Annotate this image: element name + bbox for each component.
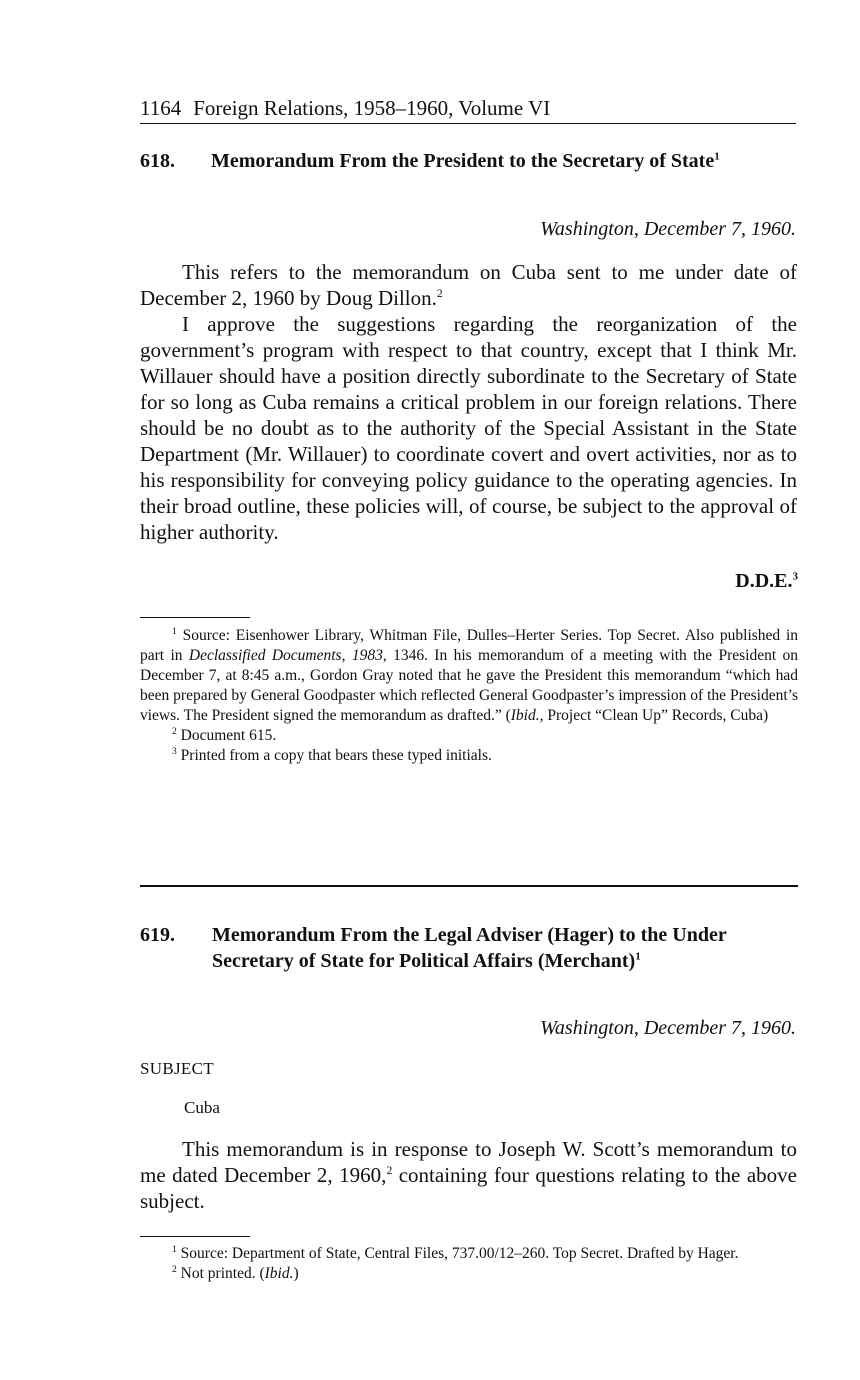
doc-619-number: 619. (140, 924, 175, 946)
doc-619-paragraph-1: This memorandum is in response to Joseph W. Scott’s memorandum to me dated December 2, 1960,$^2$ containing four questions relating to the above subject. (140, 1137, 797, 1213)
doc-618-paragraph-2: I approve the suggestions regarding the reorganization of the government’s program with respect to that country, except that I think Mr. Willauer should have a position directly subordinate to the Secretary of State for so long as Cuba remains a critical problem in our foreign relations. There should be no doubt as to the authority of the Special Assistant in the State Department (Mr. Willauer) to coordinate covert and overt activities, nor as to his responsibility for conveying policy guidance to the operating agencies. In their broad outline, these policies will, of course, be subject to the approval of higher authority. (140, 312, 797, 544)
doc-619-heading (140, 922, 800, 974)
doc-618-paragraph-1: This refers to the memorandum on Cuba sent to me under date of December 2, 1960 by Doug Dillon.$^2$ (140, 260, 797, 310)
running-head (140, 95, 796, 124)
footnote-ref[interactable]: 2 (386, 1165, 393, 1177)
doc-619-body (140, 1136, 797, 1214)
footnote-ref[interactable]: 3 (792, 570, 798, 583)
footnote-3: $^3$ Printed from a copy that bears these typed initials. (172, 745, 492, 764)
doc-618-signature: D.D.E.$^3$ (735, 570, 798, 592)
doc-619-dateline: Washington, December 7, 1960. (540, 1017, 796, 1039)
subject-label: SUBJECT (140, 1059, 214, 1078)
footnote-1: $^1$ Source: Department of State, Central Files, 737.00/12–260. Top Secret. Drafted by Hager. (172, 1243, 739, 1262)
doc-618-footnotes (140, 626, 798, 766)
doc-618-title: Memorandum From the President to the Secretary of State$^1$ (211, 150, 720, 172)
footnote-rule (140, 1236, 250, 1237)
footnote-2: $^2$ Not printed. (Ibid.) (172, 1263, 299, 1282)
footnote-ref[interactable]: 1 (714, 150, 720, 163)
footnote-rule (140, 617, 250, 618)
doc-618-number: 618. (140, 150, 175, 172)
doc-618-heading (140, 148, 800, 174)
page-number: 1164 (140, 96, 182, 120)
doc-619-footnotes (140, 1244, 798, 1284)
footnote-ref[interactable]: 1 (635, 950, 641, 963)
subject-value: Cuba (184, 1098, 220, 1117)
footnote-ref[interactable]: 2 (436, 288, 443, 300)
section-divider (140, 885, 798, 887)
volume-title: Foreign Relations, 1958–1960, Volume VI (193, 96, 551, 120)
footnote-2: $^2$ Document 615. (172, 725, 277, 744)
doc-619-title: Memorandum From the Legal Adviser (Hager) to the Under Secretary of State for Political Affairs (Merchant)$^1$ (212, 924, 727, 972)
footnote-1: $^1$ Source: Eisenhower Library, Whitman File, Dulles–Herter Series. Top Secret. Also published in part in Declassified Documents, 1983, 1346. In his memorandum of a meeting with the President on December 7, at 8:45 a.m., Gordon Gray noted that he gave the President this memorandum “which had been prepared by General Goodpaster which reflected General Goodpaster’s impression of the President’s views. The President signed the memorandum as drafted.” (Ibid., Project “Clean Up” Records, Cuba) (140, 625, 799, 724)
doc-618-dateline: Washington, December 7, 1960. (540, 218, 796, 240)
doc-618-body (140, 259, 797, 545)
